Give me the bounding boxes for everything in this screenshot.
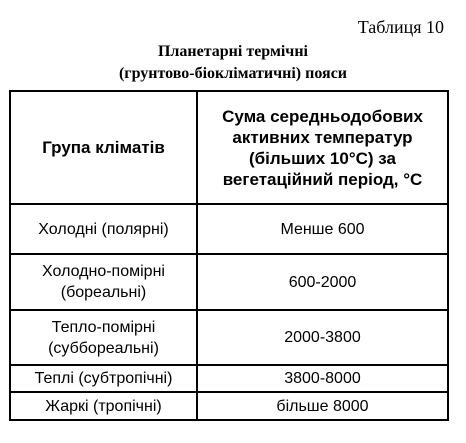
climate-group-text: Холодні (полярні) [38, 220, 169, 238]
temperature-sum-cell: Менше 600 [197, 204, 448, 254]
header-climate-group: Група кліматів [10, 91, 197, 204]
table-number: Таблиця 10 [357, 17, 444, 37]
temperature-sum-cell: 3800-8000 [197, 365, 448, 392]
title-line-1: Планетарні термічні [157, 43, 308, 60]
table-row [10, 392, 448, 420]
header-temperature-sum-line-4: вегетаційний період, °С [222, 169, 423, 189]
header-temperature-sum [197, 91, 448, 204]
table-row [10, 204, 448, 254]
climate-group-cell [10, 310, 197, 365]
climate-group-cell [10, 365, 197, 392]
header-temperature-sum-line-3: (більших 10°С) за [249, 148, 396, 168]
table-title [0, 41, 466, 85]
climate-group-cell [10, 392, 197, 420]
climate-group-text: Теплі (субтропічні) [34, 370, 173, 387]
table-row [10, 365, 448, 392]
climate-group-text: (суббореальні) [48, 339, 159, 357]
table-row [10, 310, 448, 365]
temperature-sum-cell: більше 8000 [197, 392, 448, 420]
climate-group-cell [10, 204, 197, 254]
table-header-row [10, 91, 448, 204]
climate-group-text: Тепло-помірні [51, 318, 156, 336]
table-row [10, 254, 448, 310]
climate-group-text: (бореальні) [60, 284, 147, 301]
climate-group-cell [10, 254, 197, 310]
climate-group-text: Холодно-помірні [42, 263, 165, 280]
header-temperature-sum-line-1: Сума середньодобових [222, 106, 423, 126]
temperature-sum-cell: 600-2000 [197, 254, 448, 310]
climate-group-text: Жаркі (тропічні) [45, 397, 162, 415]
header-temperature-sum-line-2: активних температур [232, 127, 413, 147]
climate-belts-table [9, 90, 449, 421]
temperature-sum-cell: 2000-3800 [197, 310, 448, 365]
title-line-2: (грунтово-біокліматичні) пояси [118, 65, 348, 82]
